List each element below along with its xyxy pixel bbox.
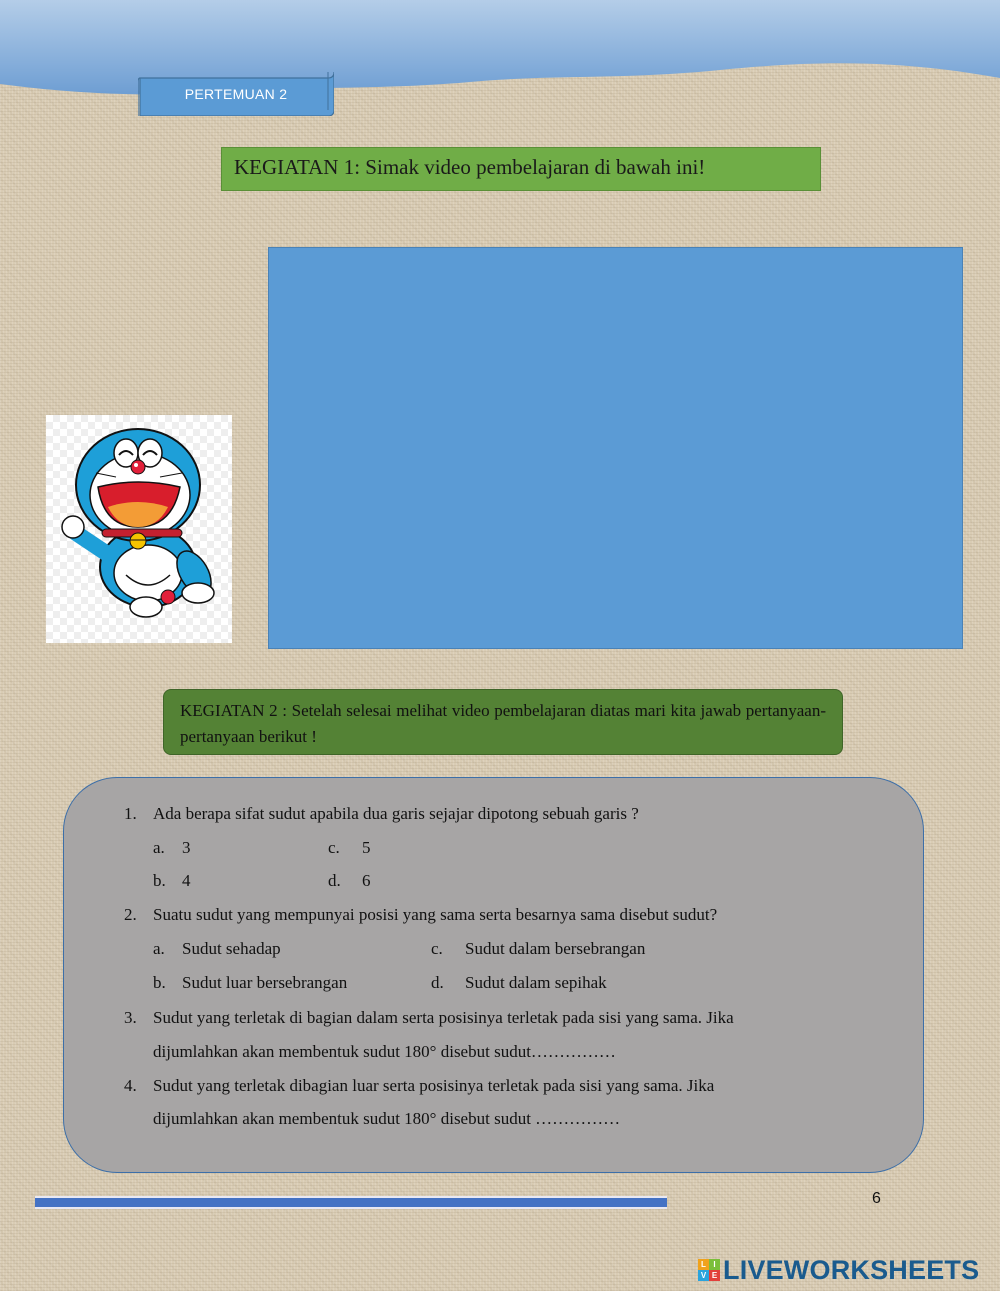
question-4-text-line-2[interactable]: dijumlahkan akan membentuk sudut 180° disebut sudut ……………	[153, 1109, 621, 1128]
question-1-option-b-letter: b.	[153, 871, 166, 890]
liveworksheets-logo-icon	[698, 1259, 720, 1281]
pertemuan-label: PERTEMUAN 2	[184, 86, 288, 102]
question-1-option-c-letter: c.	[328, 838, 340, 857]
question-1-option-c[interactable]: 5	[362, 838, 371, 857]
kegiatan-2-instructions: KEGIATAN 2 : Setelah selesai melihat video pembelajaran diatas mari kita jawab pertanyaan-pertanyaan berikut !	[163, 689, 843, 755]
page-number: 6	[872, 1190, 881, 1207]
question-2-text: Suatu sudut yang mempunyai posisi yang sama serta besarnya sama disebut sudut?	[153, 905, 718, 924]
question-2-option-b-letter: b.	[153, 973, 166, 992]
video-player-placeholder[interactable]	[268, 247, 963, 649]
question-3-text-line-2[interactable]: dijumlahkan akan membentuk sudut 180° disebut sudut……………	[153, 1042, 616, 1061]
question-3-text-line-1: Sudut yang terletak di bagian dalam serta posisinya terletak pada sisi yang sama. Jika	[153, 1008, 734, 1027]
logo-mark-letter-l: L	[698, 1259, 709, 1270]
question-2-option-c-letter: c.	[431, 939, 443, 958]
question-1-option-d-letter: d.	[328, 871, 341, 890]
question-4-number: 4.	[124, 1076, 137, 1095]
question-1-text: Ada berapa sifat sudut apabila dua garis sejajar dipotong sebuah garis ?	[153, 804, 639, 823]
question-3-number: 3.	[124, 1008, 137, 1027]
question-2-option-a[interactable]: Sudut sehadap	[182, 939, 281, 958]
logo-mark-letter-i: I	[709, 1259, 720, 1270]
question-1-option-a[interactable]: 3	[182, 838, 191, 857]
question-4-text-line-1: Sudut yang terletak dibagian luar serta posisinya terletak pada sisi yang sama. Jika	[153, 1076, 715, 1095]
liveworksheets-logo-text: LIVEWORKSHEETS	[723, 1254, 980, 1285]
question-1-option-d[interactable]: 6	[362, 871, 371, 890]
question-1-number: 1.	[124, 804, 137, 823]
liveworksheets-logo	[698, 1255, 979, 1285]
question-1-option-a-letter: a.	[153, 838, 165, 857]
question-2-option-b[interactable]: Sudut luar bersebrangan	[182, 973, 348, 992]
logo-mark-letter-e: E	[709, 1270, 720, 1281]
question-1-option-b[interactable]: 4	[182, 871, 191, 890]
footer-divider-bar	[35, 1196, 667, 1209]
question-2-option-d[interactable]: Sudut dalam sepihak	[465, 973, 607, 992]
question-2-number: 2.	[124, 905, 137, 924]
kegiatan-1-title: KEGIATAN 1: Simak video pembelajaran di bawah ini!	[221, 147, 821, 191]
doraemon-image	[46, 415, 232, 643]
question-2-option-d-letter: d.	[431, 973, 444, 992]
question-2-option-c[interactable]: Sudut dalam bersebrangan	[465, 939, 646, 958]
doraemon-illustration	[46, 415, 232, 643]
logo-mark-letter-v: V	[698, 1270, 709, 1281]
question-2-option-a-letter: a.	[153, 939, 165, 958]
